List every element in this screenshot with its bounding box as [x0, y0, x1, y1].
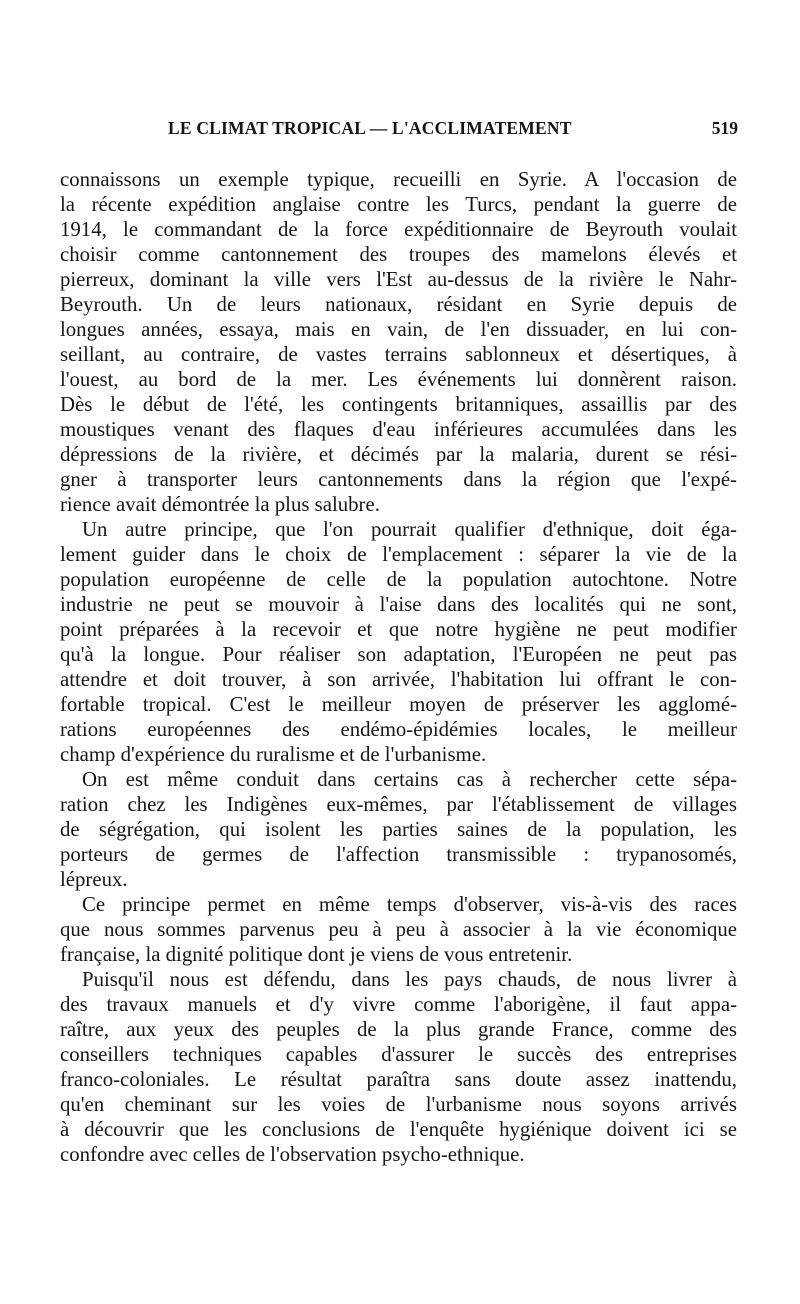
text-line: pierreux, dominant la ville vers l'Est au-dessus de la rivière le Nahr- — [60, 268, 737, 291]
text-line: fortable tropical. C'est le meilleur moyen de préserver les agglomé- — [60, 693, 737, 716]
text-line: la récente expédition anglaise contre les Turcs, pendant la guerre de — [60, 193, 737, 216]
text-line: conseillers techniques capables d'assurer le succès des entreprises — [60, 1043, 737, 1066]
paragraph — [60, 967, 737, 1167]
text-line: point préparées à la recevoir et que notre hygiène ne peut modifier — [60, 618, 737, 641]
text-line: attendre et doit trouver, à son arrivée, l'habitation lui offrant le con- — [60, 668, 737, 691]
text-line: raître, aux yeux des peuples de la plus grande France, comme des — [60, 1018, 737, 1041]
text-line: rience avait démontrée la plus salubre. — [60, 493, 380, 516]
text-line: On est même conduit dans certains cas à rechercher cette sépa- — [82, 768, 737, 791]
text-line: rations européennes des endémo-épidémies locales, le meilleur — [60, 718, 737, 741]
running-head — [60, 118, 740, 144]
text-line: seillant, au contraire, de vastes terrains sablonneux et désertiques, à — [60, 343, 737, 366]
text-line: lement guider dans le choix de l'emplacement : séparer la vie de la — [60, 543, 737, 566]
text-line: confondre avec celles de l'observation psycho-ethnique. — [60, 1143, 525, 1166]
paragraph — [60, 892, 737, 967]
text-line: champ d'expérience du ruralisme et de l'urbanisme. — [60, 743, 487, 766]
text-line: à découvrir que les conclusions de l'enquête hygiénique doivent ici se — [60, 1118, 737, 1141]
text-line: qu'à la longue. Pour réaliser son adaptation, l'Européen ne peut pas — [60, 643, 737, 666]
text-line: gner à transporter leurs cantonnements dans la région que l'expé- — [60, 468, 737, 491]
text-line: porteurs de germes de l'affection transmissible : trypanosomés, — [60, 843, 737, 866]
running-title: LE CLIMAT TROPICAL — L'ACCLIMATEMENT — [168, 118, 572, 138]
page-number: 519 — [711, 118, 738, 138]
text-line: Beyrouth. Un de leurs nationaux, résidant en Syrie depuis de — [60, 293, 737, 316]
text-line: population européenne de celle de la population autochtone. Notre — [60, 568, 737, 591]
paragraph — [60, 517, 737, 767]
text-line: Puisqu'il nous est défendu, dans les pays chauds, de nous livrer à — [82, 968, 737, 991]
text-line: française, la dignité politique dont je viens de vous entretenir. — [60, 943, 573, 966]
text-line: que nous sommes parvenus peu à peu à associer à la vie économique — [60, 918, 737, 941]
text-line: des travaux manuels et d'y vivre comme l'aborigène, il faut appa- — [60, 993, 737, 1016]
text-line: 1914, le commandant de la force expéditionnaire de Beyrouth voulait — [60, 218, 737, 241]
text-line: industrie ne peut se mouvoir à l'aise dans des localités qui ne sont, — [60, 593, 737, 616]
text-line: connaissons un exemple typique, recueilli en Syrie. A l'occasion de — [60, 168, 737, 191]
text-line: longues années, essaya, mais en vain, de l'en dissuader, en lui con- — [60, 318, 737, 341]
text-line: dépressions de la rivière, et décimés par la malaria, durent se rési- — [60, 443, 737, 466]
text-line: l'ouest, au bord de la mer. Les événements lui donnèrent raison. — [60, 368, 737, 391]
text-line: Ce principe permet en même temps d'observer, vis-à-vis des races — [82, 893, 737, 916]
text-line: qu'en cheminant sur les voies de l'urbanisme nous soyons arrivés — [60, 1093, 737, 1116]
text-line: moustiques venant des flaques d'eau inférieures accumulées dans les — [60, 418, 737, 441]
body-text — [60, 167, 737, 1167]
paragraph — [60, 167, 737, 517]
text-line: lépreux. — [60, 868, 128, 891]
text-line: ration chez les Indigènes eux-mêmes, par l'établissement de villages — [60, 793, 737, 816]
text-line: Un autre principe, que l'on pourrait qualifier d'ethnique, doit éga- — [82, 518, 737, 541]
text-line: franco-coloniales. Le résultat paraîtra sans doute assez inattendu, — [60, 1068, 737, 1091]
text-line: choisir comme cantonnement des troupes des mamelons élevés et — [60, 243, 737, 266]
paragraph — [60, 767, 737, 892]
text-line: de ségrégation, qui isolent les parties saines de la population, les — [60, 818, 737, 841]
text-line: Dès le début de l'été, les contingents britanniques, assaillis par des — [60, 393, 737, 416]
